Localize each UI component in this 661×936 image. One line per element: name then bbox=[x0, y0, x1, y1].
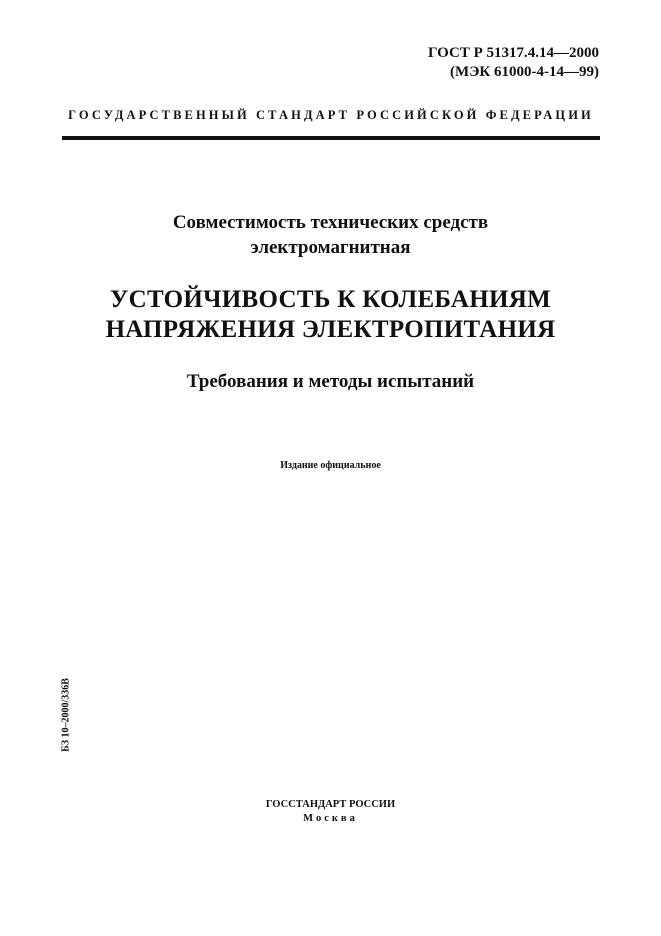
gost-number: ГОСТ Р 51317.4.14—2000 bbox=[427, 45, 599, 61]
publisher: ГОССТАНДАРТ РОССИИ bbox=[265, 799, 396, 810]
series-title-line-1: Совместимость технических средств bbox=[172, 212, 489, 233]
side-catalog-code: БЗ 10–2000/336В bbox=[60, 678, 72, 752]
header-divider bbox=[62, 136, 600, 140]
iec-number: (МЭК 61000-4-14—99) bbox=[450, 64, 599, 80]
series-title-line-2: электромагнитная bbox=[250, 237, 411, 258]
state-standard-header: ГОСУДАРСТВЕННЫЙ СТАНДАРТ РОССИЙСКОЙ ФЕДЕРАЦИИ bbox=[68, 108, 594, 122]
edition-note: Издание официальное bbox=[280, 460, 381, 471]
main-title bbox=[0, 285, 661, 345]
subtitle: Требования и методы испытаний bbox=[186, 371, 475, 392]
main-title-line-2: НАПРЯЖЕНИЯ ЭЛЕКТРОПИТАНИЯ bbox=[105, 316, 556, 343]
series-title bbox=[0, 210, 661, 260]
main-title-line-1: УСТОЙЧИВОСТЬ К КОЛЕБАНИЯМ bbox=[109, 286, 552, 313]
standard-designation bbox=[428, 44, 599, 82]
publication-city: Москва bbox=[303, 813, 358, 824]
